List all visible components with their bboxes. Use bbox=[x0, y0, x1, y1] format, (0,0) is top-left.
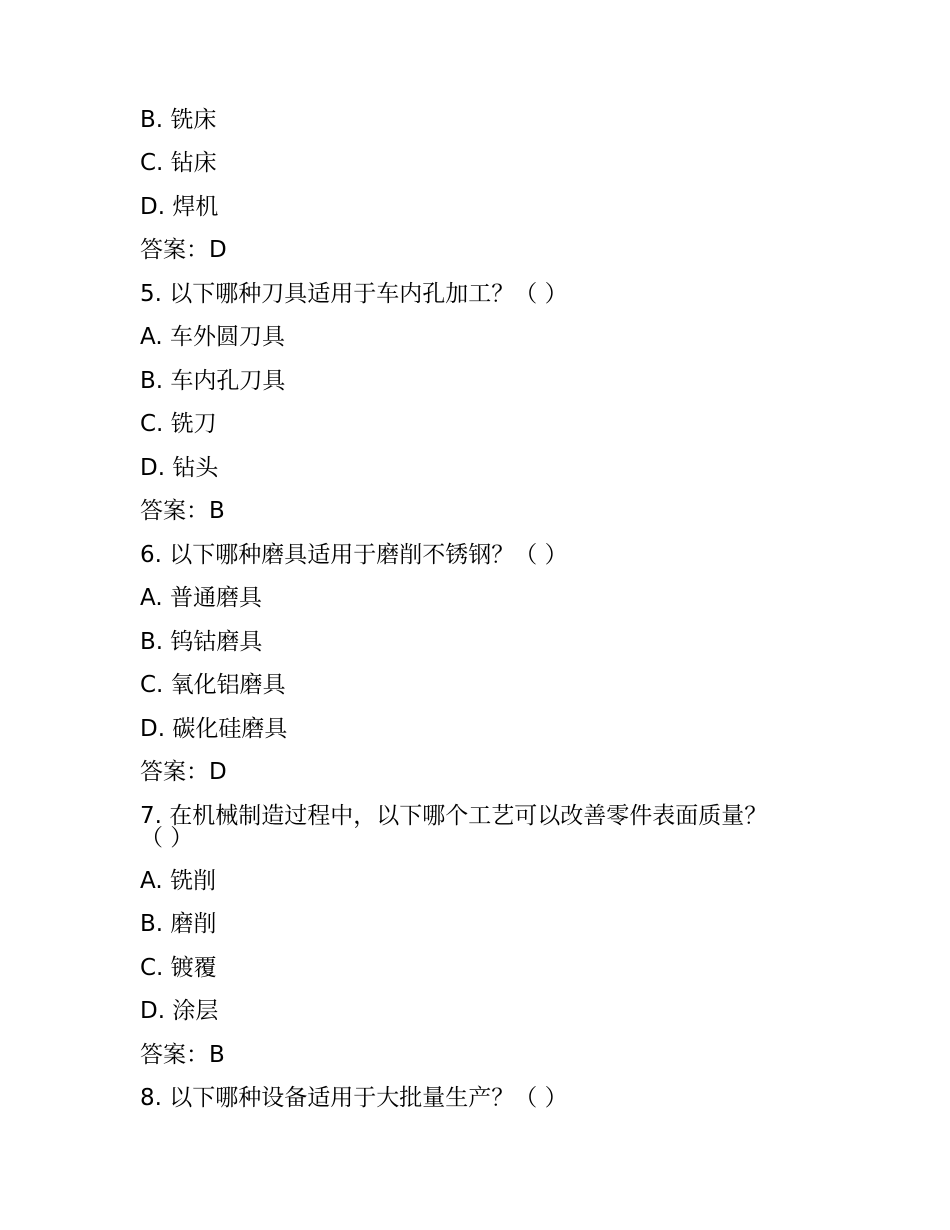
q4-option-c: C. 钻床 bbox=[140, 150, 217, 176]
q6-option-c: C. 氧化铝磨具 bbox=[140, 672, 286, 698]
q7-option-c: C. 镀覆 bbox=[140, 955, 217, 981]
q4-option-b: B. 铣床 bbox=[140, 107, 217, 133]
q5-option-a: A. 车外圆刀具 bbox=[140, 324, 285, 350]
q6-option-d: D. 碳化硅磨具 bbox=[140, 716, 288, 742]
q5-option-d: D. 钻头 bbox=[140, 455, 219, 481]
q7-option-a: A. 铣削 bbox=[140, 868, 216, 894]
q4-answer: 答案：D bbox=[140, 237, 227, 263]
q5-option-c: C. 铣刀 bbox=[140, 411, 217, 437]
q5-answer: 答案：B bbox=[140, 498, 225, 524]
q7-option-b: B. 磨削 bbox=[140, 911, 217, 937]
q6-option-a: A. 普通磨具 bbox=[140, 585, 262, 611]
q5-question: 5. 以下哪种刀具适用于车内孔加工？（ ） bbox=[140, 281, 568, 307]
q7-answer: 答案：B bbox=[140, 1042, 225, 1068]
q6-option-b: B. 钨钴磨具 bbox=[140, 629, 263, 655]
q7-option-d: D. 涂层 bbox=[140, 998, 219, 1024]
q6-question: 6. 以下哪种磨具适用于磨削不锈钢？（ ） bbox=[140, 542, 568, 568]
q8-question: 8. 以下哪种设备适用于大批量生产？（ ） bbox=[140, 1085, 568, 1111]
q4-option-d: D. 焊机 bbox=[140, 194, 219, 220]
q5-option-b: B. 车内孔刀具 bbox=[140, 368, 286, 394]
q7-question: 7. 在机械制造过程中，以下哪个工艺可以改善零件表面质量？（ ） bbox=[140, 803, 768, 851]
q6-answer: 答案：D bbox=[140, 759, 227, 785]
